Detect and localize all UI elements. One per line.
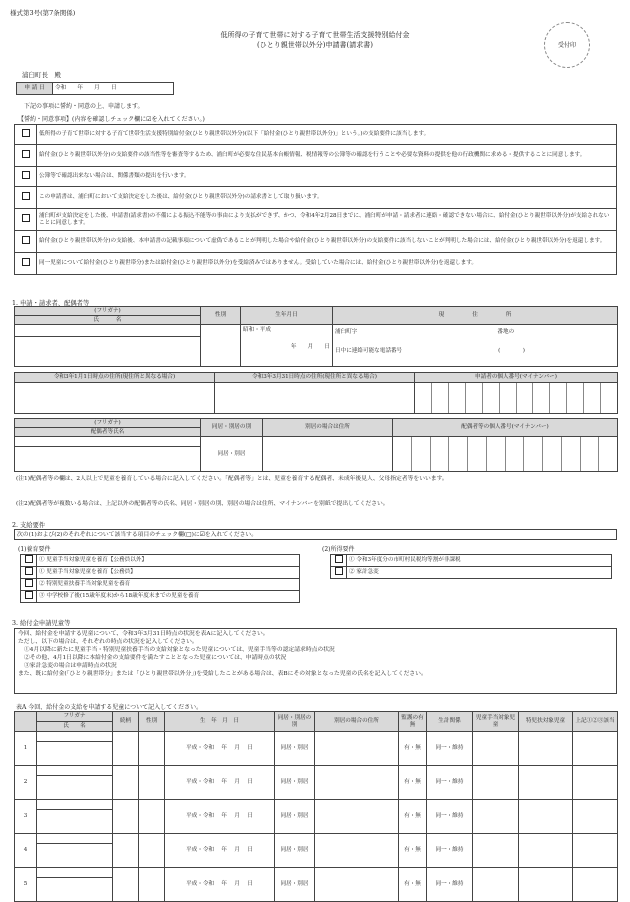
desc-line-1: 今回、給付金を申請する児童について、令和3年3月31日時点の状況を表Aに記入してください。 (18, 631, 269, 637)
addr-mar-field[interactable] (215, 383, 415, 414)
child-name-field[interactable] (37, 844, 113, 868)
req1-label-1: ① 児童手当対象児童を養育【公務員以外】 (37, 555, 300, 567)
applicant-table (14, 306, 618, 367)
cohab-header: 同居・別居の別 (201, 419, 263, 437)
mynumber-applicant-header: 申請者の個人番号(マイナンバー) (415, 373, 618, 383)
table-a-caption: 表A 今回、給付金の支給を申請する児童について記入してください。 (16, 704, 203, 711)
custody-field[interactable]: 有・無 (399, 732, 427, 766)
special-allowance-field[interactable] (519, 800, 573, 834)
section-3-heading: 3. 給付金申請児童等 (12, 620, 71, 627)
pledge-header: 【誓約・同意事項】(内容を確認しチェック欄に☑を入れてください。) (18, 116, 205, 123)
desc-line-6: また、既に給付金(「ひとり親世帯分」または「ひとり親世帯以外分」)を受給したことがある場合は、表Bにその対象となった児童の氏名を記入してください。 (18, 670, 427, 677)
application-date-table (16, 82, 174, 95)
pledge-table (14, 124, 617, 275)
child-furigana-field[interactable] (37, 800, 113, 810)
row-number: 1 (15, 732, 37, 766)
phone-paren: ( ) (498, 347, 525, 354)
note-2: (注2)配偶者等が複数いる場合は、上記以外の配偶者等の氏名、同居・別居の別、別居の場合は住所、マイナンバーを別紙で提出してください。 (16, 501, 389, 507)
sex-header: 性別 (201, 307, 241, 325)
pledge-text-3: 公簿等で確認出来ない場合は、関係書類の提出を行います。 (37, 167, 617, 187)
child-cohab-header: 同居・別居の別 (275, 712, 315, 732)
sep-addr-header: 別居の場合は住所 (263, 419, 393, 437)
applicant-sex-field[interactable] (201, 325, 241, 367)
spouse-table (14, 418, 618, 472)
row-number: 5 (15, 868, 37, 902)
date-label: 申 請 日 (17, 83, 53, 95)
birth-header: 生年月日 (241, 307, 333, 325)
pledge-text-2: 給付金(ひとり親世帯以外分)の支給要件の該当性等を審査等するため、浦臼町が必要な住民基本台帳情報、税情報等の公簿等の確認を行うことや必要な資料の提供を他の行政機関に求める・提供することに同意します。 (37, 145, 617, 167)
child-sex-field[interactable] (139, 766, 165, 800)
applicable-field[interactable] (573, 732, 618, 766)
pledge-text-1: 低所得の子育て世帯に対する子育て世帯生活支援特別給付金(ひとり親世帯以外分)(以下「給付金(ひとり親世帯以外分)」という。)の支給要件に該当します。 (37, 125, 617, 145)
child-name-field[interactable] (37, 776, 113, 800)
pledge-text-4: この申請書は、浦臼町において支給決定をした後は、給付金(ひとり親世帯以外分)の請求書として取り扱います。 (37, 187, 617, 209)
req1-title: (1)養育要件 (18, 546, 51, 553)
child-sex-field[interactable] (139, 834, 165, 868)
mynumber-spouse-header: 配偶者等の個人番号(マイナンバー) (393, 419, 618, 437)
desc-line-3: ①4月以降に新たに児童手当・特別児童扶養手当の支給対象となった児童については、児童手当等の認定請求時点の状況 (24, 646, 335, 653)
pledge-text-7: 同一児童について給付金(ひとり親世帯分)または給付金(ひとり親世帯以外分)を受給済みではありません。受給していた場合には、給付金(ひとり親世帯以外分)を返還します。 (37, 253, 617, 275)
child-name-field[interactable] (37, 810, 113, 834)
special-allowance-field[interactable] (519, 834, 573, 868)
child-furigana-field[interactable] (37, 868, 113, 878)
custody-field[interactable]: 有・無 (399, 868, 427, 902)
addr-mar-header: 令和3年3月31日時点の住所(現住所と異なる場合) (215, 373, 415, 383)
special-allowance-field[interactable] (519, 732, 573, 766)
child-birth-field[interactable]: 平成・令和 年 月 日 (165, 766, 275, 800)
child-allowance-field[interactable] (473, 868, 519, 902)
applicable-field[interactable] (573, 868, 618, 902)
child-birth-field[interactable]: 平成・令和 年 月 日 (165, 800, 275, 834)
relation-field[interactable] (113, 766, 139, 800)
child-allowance-field[interactable] (473, 732, 519, 766)
pledge-text-5: 浦臼町が支給決定をした後、申請書(請求書)の不備による振込不能等の事由により支払ができず、かつ、令和4年2月28日までに、浦臼町が申請・請求者に連絡・確認できない場合に、給付金(ひとり親世帯以外分)が支給されないことに同意します。 (37, 209, 617, 231)
child-sep-addr-header: 別居の場合の住所 (315, 712, 399, 732)
cohab-field[interactable] (201, 437, 263, 472)
relation-field[interactable] (113, 800, 139, 834)
child-name-field[interactable] (37, 742, 113, 766)
req1-label-3: ② 特別児童扶養手当対象児童を養育 (37, 579, 300, 591)
child-sex-field[interactable] (139, 868, 165, 902)
child-sex-field[interactable] (139, 800, 165, 834)
livelihood-field[interactable]: 同一・維持 (427, 868, 473, 902)
applicable-field[interactable] (573, 834, 618, 868)
pledge-checkbox-3[interactable] (22, 171, 30, 179)
address-header: 現 住 所 (333, 307, 618, 325)
child-allowance-field[interactable] (473, 800, 519, 834)
row-number: 3 (15, 800, 37, 834)
pledge-checkbox-6[interactable] (22, 236, 30, 244)
req2-table (330, 554, 612, 579)
child-sep-addr-field[interactable] (315, 732, 399, 766)
child-allowance-field[interactable] (473, 766, 519, 800)
title-line-2: (ひとり親世帯以外分)申請書(請求書) (257, 41, 373, 49)
title-line-1: 低所得の子育て世帯に対する子育て世帯生活支援特別給付金 (220, 31, 410, 39)
child-sex-header: 性別 (139, 712, 165, 732)
child-sep-addr-field[interactable] (315, 800, 399, 834)
custody-header: 監護の有無 (399, 712, 427, 732)
req1-checkbox-3[interactable] (25, 579, 33, 587)
applicable-header: 上記①②③該当 (573, 712, 618, 732)
req2-label-2: ② 家計急変 (347, 567, 612, 579)
child-birth-field[interactable]: 平成・令和 年 月 日 (165, 834, 275, 868)
applicant-furigana-field[interactable] (15, 325, 201, 337)
child-furigana-header: フリガナ (37, 712, 113, 722)
spouse-name-field[interactable] (15, 447, 201, 472)
special-allowance-field[interactable] (519, 868, 573, 902)
addr-jan-header: 令和3年1月1日時点の住所(現住所と異なる場合) (15, 373, 215, 383)
section-2-heading: 2. 支給要件 (12, 522, 46, 529)
relation-field[interactable] (113, 732, 139, 766)
desc-line-2: ただし、以下の場合は、それぞれの時点の状況を記入してください。 (18, 638, 198, 645)
form-number: 様式第3号(第7条関係) (10, 9, 76, 17)
applicant-address-field[interactable] (333, 325, 618, 367)
child-birth-header: 生 年 月 日 (165, 712, 275, 732)
livelihood-field[interactable]: 同一・維持 (427, 800, 473, 834)
section-1-heading: 1. 申請・請求者、配偶者等 (12, 300, 90, 307)
custody-field[interactable]: 有・無 (399, 766, 427, 800)
child-birth-field[interactable]: 平成・令和 年 月 日 (165, 868, 275, 902)
custody-field[interactable]: 有・無 (399, 834, 427, 868)
relation-field[interactable] (113, 834, 139, 868)
pledge-checkbox-7[interactable] (22, 258, 30, 266)
relation-field[interactable] (113, 868, 139, 902)
child-allowance-header: 児童手当対象児童 (473, 712, 519, 732)
req1-table (20, 554, 300, 603)
child-cohab-field[interactable]: 同居・別居 (275, 732, 315, 766)
special-allowance-header: 特児扶対象児童 (519, 712, 573, 732)
desc-line-4: ②その他、4月1日以降に本給付金の支給要件を満たすこととなった児童については、申請時点の状況 (24, 654, 287, 661)
req2-label-1: ① 令和3年度分の市町村民税均等割が非課税 (347, 555, 612, 567)
addressee: 浦臼町長 殿 (22, 71, 61, 79)
applicable-field[interactable] (573, 800, 618, 834)
pledge-checkbox-1[interactable] (22, 129, 30, 137)
custody-field[interactable]: 有・無 (399, 800, 427, 834)
desc-line-5: ③家計急変の場合は申請時点の状況 (24, 662, 117, 669)
section-2-instruction: 次の(1)および(2)のそれぞれについて該当する項目のチェック欄(□)に☑を入れてください。 (14, 529, 617, 540)
birth-ymd: 年 月 日 (290, 343, 330, 350)
pledge-checkbox-5[interactable] (22, 214, 30, 222)
section-3-description (14, 628, 617, 694)
note-1: (注1)配偶者等の欄は、2人以上で児童を養育している場合に記入してください。「配偶者等」とは、児童を養育する配偶者、未成年後見人、父母指定者等をいいます。 (16, 476, 448, 482)
child-cohab-field[interactable]: 同居・別居 (275, 766, 315, 800)
req2-checkbox-2[interactable] (335, 567, 343, 575)
no-header (15, 712, 37, 732)
spouse-name-label: 配偶者等氏名 (15, 428, 201, 437)
child-name-field[interactable] (37, 878, 113, 902)
spouse-furigana-label: (フリガナ) (15, 419, 201, 428)
child-furigana-field[interactable] (37, 732, 113, 742)
sep-addr-field[interactable] (263, 437, 393, 472)
req1-checkbox-1[interactable] (25, 555, 33, 563)
child-sep-addr-field[interactable] (315, 766, 399, 800)
row-number: 4 (15, 834, 37, 868)
cohab-value: 同居・別居 (217, 450, 246, 457)
child-sep-addr-field[interactable] (315, 834, 399, 868)
child-cohab-field[interactable]: 同居・別居 (275, 800, 315, 834)
relation-header: 続柄 (113, 712, 139, 732)
intro-text: 下記の事項に誓約・同意の上、申請します。 (24, 103, 144, 110)
pledge-checkbox-4[interactable] (22, 192, 30, 200)
reception-stamp (544, 22, 590, 68)
req2-title: (2)所得要件 (322, 546, 355, 553)
phone-label: 日中に連絡可能な電話番号 (335, 347, 403, 354)
child-furigana-field[interactable] (37, 834, 113, 844)
child-sep-addr-field[interactable] (315, 868, 399, 902)
pledge-text-6: 給付金(ひとり親世帯以外分)の支給後、本申請書の記載事項について虚偽であることが判明した場合や給付金(ひとり親世帯以外分)の支給要件に該当しないことが判明した場合には、給付金(ひとり親世帯以外分)を返還します。 (37, 231, 617, 253)
child-name-header: 氏 名 (37, 722, 113, 732)
row-number: 2 (15, 766, 37, 800)
livelihood-header: 生計関係 (427, 712, 473, 732)
req2-checkbox-1[interactable] (335, 555, 343, 563)
child-allowance-field[interactable] (473, 834, 519, 868)
furigana-label: (フリガナ) (15, 307, 201, 316)
req1-label-4: ③ 中学校修了後(15歳年度末)から18歳年度末までの児童を養育 (37, 591, 300, 603)
child-cohab-field[interactable]: 同居・別居 (275, 868, 315, 902)
req1-checkbox-2[interactable] (25, 567, 33, 575)
livelihood-field[interactable]: 同一・維持 (427, 732, 473, 766)
banchi-label: 番地の (497, 329, 515, 335)
address-mynumber-table (14, 372, 618, 414)
req1-checkbox-4[interactable] (25, 591, 33, 599)
date-field[interactable]: 令和 年 月 日 (53, 83, 174, 95)
livelihood-field[interactable]: 同一・維持 (427, 766, 473, 800)
child-furigana-field[interactable] (37, 766, 113, 776)
pledge-checkbox-2[interactable] (22, 150, 30, 158)
addr-jan-field[interactable] (15, 383, 215, 414)
child-birth-field[interactable]: 平成・令和 年 月 日 (165, 732, 275, 766)
child-cohab-field[interactable]: 同居・別居 (275, 834, 315, 868)
applicable-field[interactable] (573, 766, 618, 800)
town-label: 浦臼町字 (335, 329, 358, 335)
mynumber-spouse-field[interactable] (393, 437, 618, 472)
table-a (14, 711, 618, 902)
mynumber-applicant-field[interactable] (415, 383, 618, 414)
birth-era: 昭和・平成 (243, 327, 271, 333)
livelihood-field[interactable]: 同一・維持 (427, 834, 473, 868)
spouse-furigana-field[interactable] (15, 437, 201, 447)
applicant-birth-field[interactable] (241, 325, 333, 367)
name-label: 氏 名 (15, 316, 201, 325)
req1-label-2: ① 児童手当対象児童を養育【公務員】 (37, 567, 300, 579)
applicant-name-field[interactable] (15, 337, 201, 367)
stamp-label: 受付印 (557, 42, 576, 49)
special-allowance-field[interactable] (519, 766, 573, 800)
child-sex-field[interactable] (139, 732, 165, 766)
